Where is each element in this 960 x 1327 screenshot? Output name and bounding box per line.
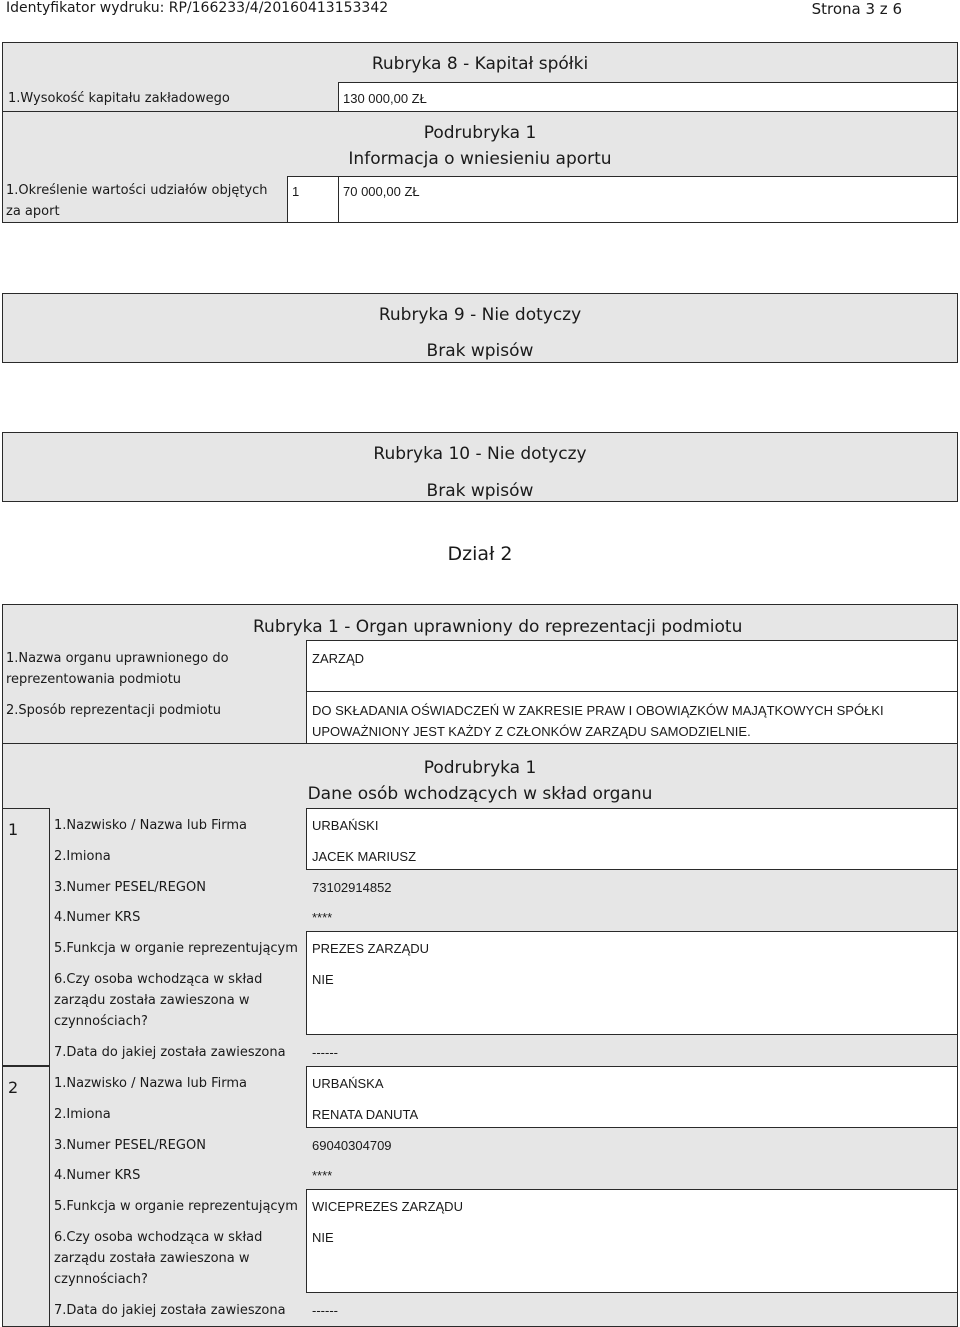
person-1-function-label: 5.Funkcja w organie reprezentującym [54, 941, 298, 956]
aport-label: 1.Określenie wartości udziałów objętych za aport [6, 183, 268, 219]
person-2-pesel: 69040304709 [312, 1138, 392, 1153]
rubryka1-title: Rubryka 1 - Organ uprawniony do reprezentacji podmiotu [253, 617, 743, 637]
organ-value-cell [306, 640, 958, 692]
podrubryka-aport-title: Podrubryka 1 [423, 123, 537, 143]
person-1-function: PREZES ZARZĄDU [312, 941, 430, 956]
rubryka9-title: Rubryka 9 - Nie dotyczy [378, 305, 582, 325]
dzial-title: Dział 2 [447, 543, 513, 565]
person-1-krs: **** [312, 910, 333, 925]
podrubryka-aport-subtitle: Informacja o wniesieniu aportu [348, 149, 612, 169]
person-2-pesel-label: 3.Numer PESEL/REGON [54, 1138, 206, 1153]
aport-value-cell [338, 176, 958, 223]
person-1-name: URBAŃSKI [312, 818, 379, 833]
person-1-suspended-date: ------ [312, 1045, 338, 1060]
podrubryka-persons-title: Podrubryka 1 [423, 758, 537, 778]
person-1-pesel: 73102914852 [312, 880, 392, 895]
person-1-index: 1 [8, 820, 19, 839]
capital-label: 1.Wysokość kapitału zakładowego [8, 91, 230, 106]
aport-index: 1 [292, 184, 300, 199]
capital-value-cell [338, 82, 958, 112]
person-1-krs-label: 4.Numer KRS [54, 910, 141, 925]
rubryka10-title: Rubryka 10 - Nie dotyczy [373, 444, 587, 464]
person-2-suspended: NIE [312, 1230, 334, 1245]
person-2-suspended-date: ------ [312, 1303, 338, 1318]
person-1-suspended-label: 6.Czy osoba wchodząca w skład zarządu została zawieszona w czynnościach? [54, 972, 263, 1029]
rubryka8-title: Rubryka 8 - Kapitał spółki [371, 54, 589, 74]
person-1-pesel-label: 3.Numer PESEL/REGON [54, 880, 206, 895]
person-2-krs: **** [312, 1168, 333, 1183]
person-1-first-names-label: 2.Imiona [54, 849, 111, 864]
person-2-index-cell [2, 1066, 50, 1327]
person-2-function-label: 5.Funkcja w organie reprezentującym [54, 1199, 298, 1214]
person-2-name: URBAŃSKA [312, 1076, 384, 1091]
person-2-first-names: RENATA DANUTA [312, 1107, 419, 1122]
print-identifier: Identyfikator wydruku: RP/166233/4/20160413153342 [6, 0, 389, 16]
capital-value: 130 000,00 ZŁ [343, 91, 427, 106]
person-2-krs-label: 4.Numer KRS [54, 1168, 141, 1183]
person-1-index-cell [2, 808, 50, 1066]
person-1-suspended: NIE [312, 972, 334, 987]
rubryka9-empty: Brak wpisów [426, 341, 534, 361]
method-label: 2.Sposób reprezentacji podmiotu [6, 703, 221, 718]
aport-value: 70 000,00 ZŁ [343, 184, 420, 199]
person-1-suspended-date-label: 7.Data do jakiej została zawieszona [54, 1045, 286, 1060]
person-2-function: WICEPREZES ZARZĄDU [312, 1199, 463, 1214]
person-2-suspended-label: 6.Czy osoba wchodząca w skład zarządu została zawieszona w czynnościach? [54, 1230, 263, 1287]
rubryka10-empty: Brak wpisów [426, 481, 534, 501]
organ-value: ZARZĄD [312, 651, 364, 666]
person-2-index: 2 [8, 1078, 19, 1097]
person-2-name-label: 1.Nazwisko / Nazwa lub Firma [54, 1076, 247, 1091]
person-2-first-names-label: 2.Imiona [54, 1107, 111, 1122]
person-2-suspended-date-label: 7.Data do jakiej została zawieszona [54, 1303, 286, 1318]
method-value: DO SKŁADANIA OŚWIADCZEŃ W ZAKRESIE PRAW I OBOWIĄZKÓW MAJĄTKOWYCH SPÓŁKI UPOWAŻNIONY JEST KAŻDY Z CZŁONKÓW ZARZĄDU SAMODZIELNIE. [312, 703, 884, 739]
person-1-first-names: JACEK MARIUSZ [312, 849, 417, 864]
person-1-name-label: 1.Nazwisko / Nazwa lub Firma [54, 818, 247, 833]
podrubryka-persons-subtitle: Dane osób wchodzących w skład organu [307, 784, 653, 804]
organ-label: 1.Nazwa organu uprawnionego do reprezentowania podmiotu [6, 651, 229, 687]
page-number: Strona 3 z 6 [811, 0, 902, 18]
